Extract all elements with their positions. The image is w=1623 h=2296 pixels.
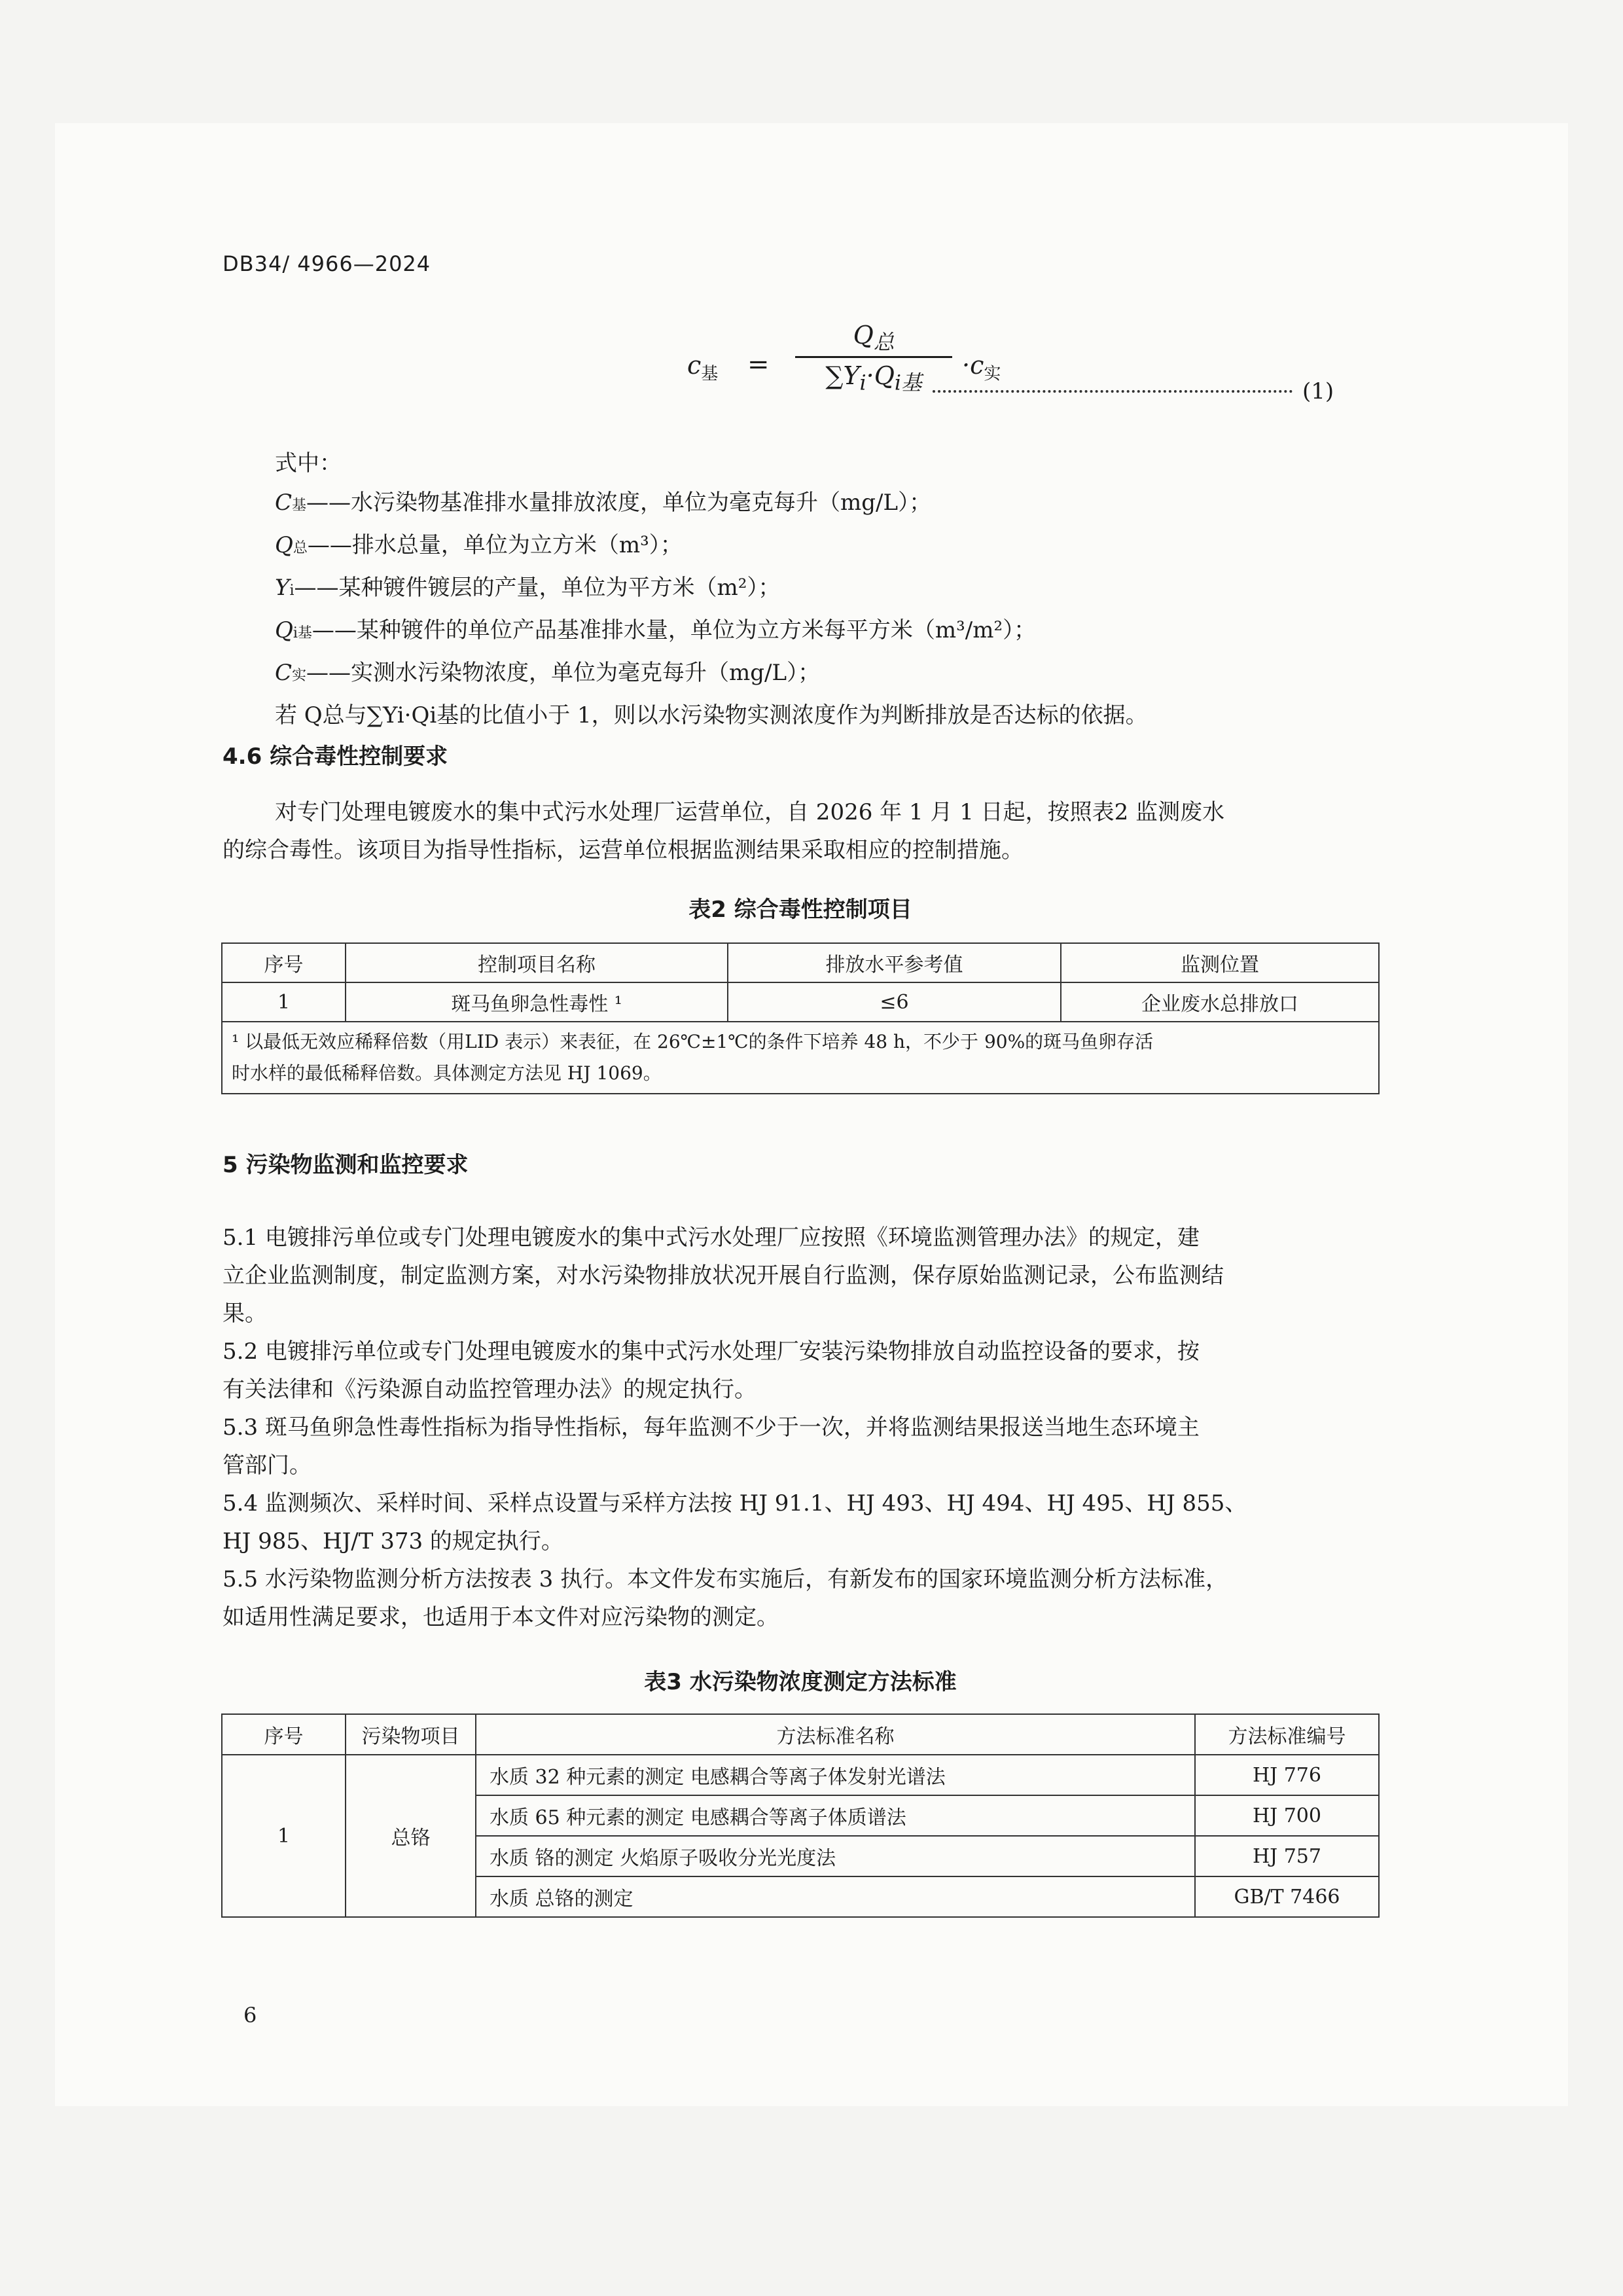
definitions-intro: 式中： [275, 450, 342, 476]
table2-caption: 表2 综合毒性控制项目 [688, 897, 912, 923]
table-cell-seq: 1 [222, 1755, 346, 1917]
table-cell-pollutant: 总铬 [346, 1755, 476, 1917]
para-5-4-line2: HJ 985、HJ/T 373 的规定执行。 [223, 1528, 563, 1554]
table-cell-method: 水质 65 种元素的测定 电感耦合等离子体质谱法 [476, 1795, 1195, 1836]
table-cell-code: GB/T 7466 [1195, 1876, 1379, 1917]
para-5-1-line3: 果。 [223, 1300, 267, 1327]
definition-item: Qi基——某种镀件的单位产品基准排水量，单位为立方米每平方米（m³/m²）； [275, 617, 1037, 643]
table-header-cell: 序号 [222, 943, 346, 982]
definition-item: C基——水污染物基准排水量排放浓度，单位为毫克每升（mg/L）； [275, 490, 932, 516]
section-5-heading: 5 污染物监测和监控要求 [223, 1152, 469, 1178]
table3 [221, 1713, 1380, 1918]
section-4-6-para-line2: 的综合毒性。该项目为指导性指标，运营单位根据监测结果采取相应的控制措施。 [223, 837, 1024, 863]
table2 [221, 942, 1380, 1094]
definition-item: Yi——某种镀件镀层的产量，单位为平方米（m²）； [275, 575, 781, 601]
para-5-3-line2: 管部门。 [223, 1452, 312, 1479]
table-cell-method: 水质 铬的测定 火焰原子吸收分光光度法 [476, 1836, 1195, 1876]
footnote-line: ¹ 以最低无效应稀释倍数（用LID 表示）来表征，在 26℃±1℃的条件下培养 48 h，不少于 90%的斑马鱼卵存活 [232, 1031, 1154, 1052]
para-5-1-line2: 立企业监测制度，制定监测方案，对水污染物排放状况开展自行监测，保存原始监测记录，公布监测结 [223, 1263, 1224, 1289]
document-code: DB34/ 4966—2024 [223, 251, 431, 276]
table-cell: 斑马鱼卵急性毒性 ¹ [346, 982, 728, 1022]
footnote-line: 时水样的最低稀释倍数。具体测定方法见 HJ 1069。 [232, 1062, 662, 1084]
table-row [222, 1755, 1379, 1795]
formula-lhs: $c_基$ [687, 351, 719, 384]
formula-fraction-bar [795, 356, 952, 358]
table-header-cell: 方法标准名称 [476, 1714, 1195, 1755]
formula-denominator: $\sum Y_i\cdot Q_{i基}$ [825, 361, 922, 395]
formula-leader-dots [933, 390, 1293, 393]
table-cell: 企业废水总排放口 [1061, 982, 1379, 1022]
table-cell-code: HJ 776 [1195, 1755, 1379, 1795]
table-header-cell: 方法标准编号 [1195, 1714, 1379, 1755]
table-cell-code: HJ 700 [1195, 1795, 1379, 1836]
definition-item: C实——实测水污染物浓度，单位为毫克每升（mg/L）； [275, 660, 821, 686]
table-note-row [222, 1022, 1379, 1094]
section-4-6-heading: 4.6 综合毒性控制要求 [223, 744, 448, 770]
formula-definitions [275, 444, 1427, 735]
section-4-6-para-line1: 对专门处理电镀废水的集中式污水处理厂运营单位，自 2026 年 1 月 1 日起，按照表2 监测废水 [275, 799, 1225, 825]
formula-rhs: $\cdot c_实$ [962, 351, 1001, 384]
para-5-2-line1: 5.2 电镀排污单位或专门处理电镀废水的集中式污水处理厂安装污染物排放自动监控设备的要求，按 [223, 1338, 1200, 1365]
table2-footnote [222, 1022, 1379, 1094]
table-header-cell: 监测位置 [1061, 943, 1379, 982]
para-5-1-line1: 5.1 电镀排污单位或专门处理电镀废水的集中式污水处理厂应按照《环境监测管理办法》的规定，建 [223, 1225, 1200, 1251]
page-number: 6 [243, 2003, 257, 2028]
table-header-cell: 污染物项目 [346, 1714, 476, 1755]
table-row [222, 982, 1379, 1022]
table-cell-method: 水质 总铬的测定 [476, 1876, 1195, 1917]
formula-1 [687, 313, 1387, 418]
para-5-5-line2: 如适用性满足要求，也适用于本文件对应污染物的测定。 [223, 1604, 779, 1630]
definition-item: Q总——排水总量，单位为立方米（m³）； [275, 532, 683, 558]
para-5-4-line1: 5.4 监测频次、采样时间、采样点设置与采样方法按 HJ 91.1、HJ 493、HJ 494、HJ 495、HJ 855、 [223, 1490, 1247, 1516]
formula-numerator: $Q_总$ [853, 321, 895, 355]
table-header-cell: 排放水平参考值 [728, 943, 1061, 982]
table-cell: ≤6 [728, 982, 1061, 1022]
para-5-2-line2: 有关法律和《污染源自动监控管理办法》的规定执行。 [223, 1376, 757, 1403]
table-cell-code: HJ 757 [1195, 1836, 1379, 1876]
table-header-cell: 序号 [222, 1714, 346, 1755]
table3-caption: 表3 水污染物浓度测定方法标准 [644, 1669, 957, 1695]
formula-equals: = [747, 350, 770, 380]
para-5-3-line1: 5.3 斑马鱼卵急性毒性指标为指导性指标，每年监测不少于一次，并将监测结果报送当地生态环境主 [223, 1414, 1200, 1441]
table-cell-method: 水质 32 种元素的测定 电感耦合等离子体发射光谱法 [476, 1755, 1195, 1795]
definition-condition: 若 Q总与∑Yi·Qi基的比值小于 1，则以水污染物实测浓度作为判断排放是否达标的依据。 [275, 702, 1148, 728]
formula-number: (1) [1302, 378, 1334, 404]
table-header-row [222, 1714, 1379, 1755]
table-header-row [222, 943, 1379, 982]
table-header-cell: 控制项目名称 [346, 943, 728, 982]
table-cell: 1 [222, 982, 346, 1022]
para-5-5-line1: 5.5 水污染物监测分析方法按表 3 执行。本文件发布实施后，有新发布的国家环境监测分析方法标准， [223, 1566, 1228, 1592]
